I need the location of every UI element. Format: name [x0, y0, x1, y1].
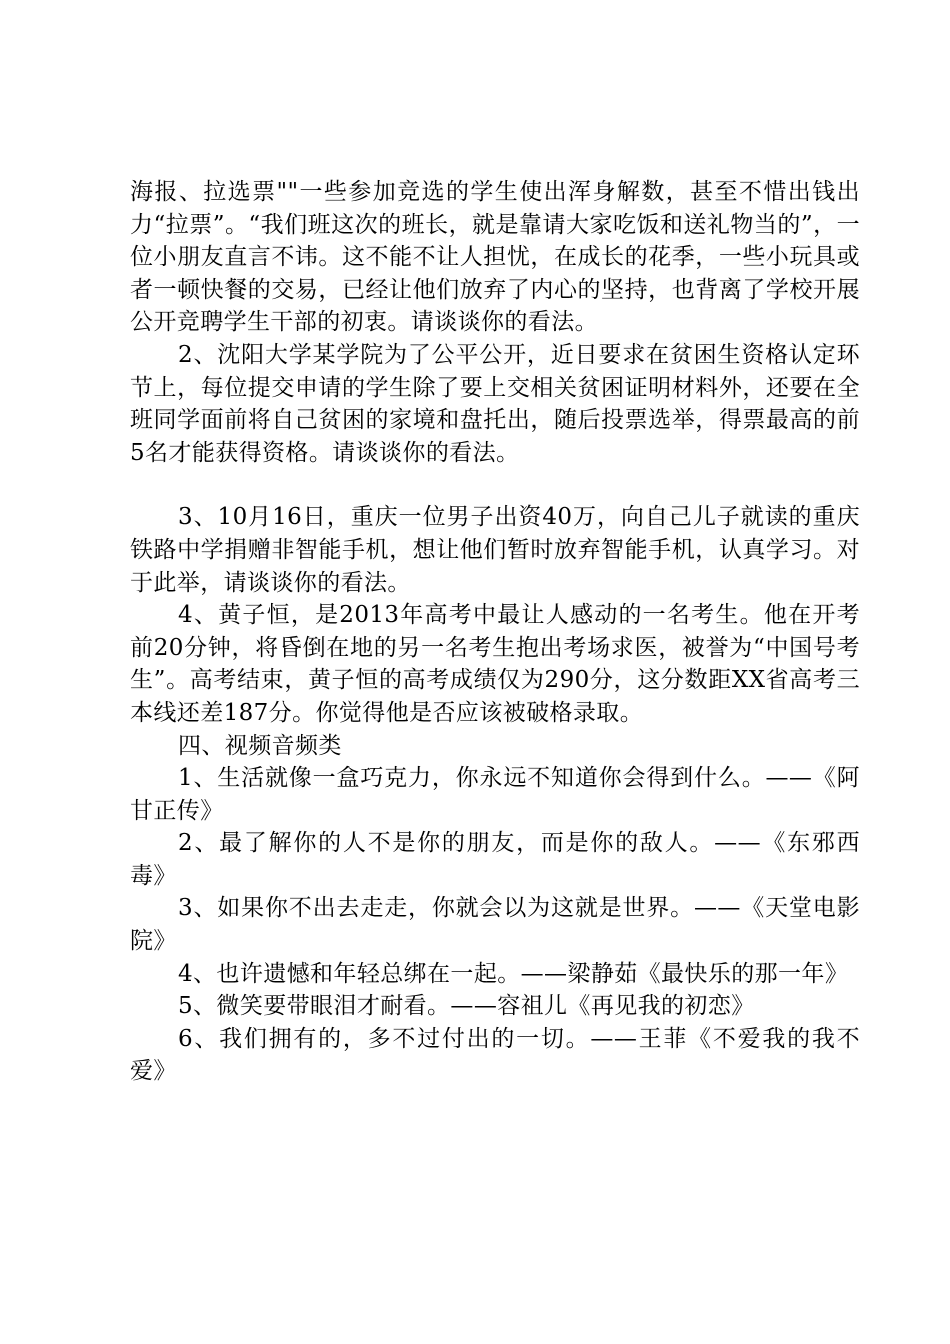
paragraph-gap	[130, 469, 860, 501]
quote-item-2: 2、最了解你的人不是你的朋友，而是你的敌人。——《东邪西毒》	[130, 830, 860, 889]
paragraph-question-2: 2、沈阳大学某学院为了公平公开，近日要求在贫困生资格认定环节上，每位提交申请的学生除了要上交相关贫困证明材料外，还要在全班同学面前将自己贫困的家境和盘托出，随后投票选举，得票最高的前5名才能获得资格。请谈谈你的看法。	[130, 341, 860, 466]
paragraph-question-4: 4、黄子恒，是2013年高考中最让人感动的一名考生。他在开考前20分钟，将昏倒在地的另一名考生抱出考场求医，被誉为“中国号考生”。高考结束，黄子恒的高考成绩仅为290分，这分数距XX省高考三本线还差187分。你觉得他是否应该被破格录取。	[130, 602, 860, 726]
quote-item-3: 3、如果你不出去走走，你就会以为这就是世界。——《天堂电影院》	[130, 895, 860, 955]
paragraph-campaign-votes: 海报、拉选票""一些参加竞选的学生使出浑身解数，甚至不惜出钱出力“拉票”。“我们班这次的班长，就是靠请大家吃饭和送礼物当的”，一位小朋友直言不讳。这不能不让人担忧，在成长的花季，一些小玩具或者一顿快餐的交易，已经让他们放弃了内心的坚持，也背离了学校开展公开竞聘学生干部的初衷。请谈谈你的看法。	[130, 179, 860, 336]
quote-item-5: 5、微笑要带眼泪才耐看。——容祖儿《再见我的初恋》	[178, 993, 755, 1020]
quote-item-1: 1、生活就像一盒巧克力，你永远不知道你会得到什么。——《阿甘正传》	[130, 765, 860, 824]
quote-item-4: 4、也许遗憾和年轻总绑在一起。——梁静茹《最快乐的那一年》	[178, 960, 849, 987]
document-body	[130, 176, 860, 1088]
section-heading-video-audio: 四、视频音频类	[178, 732, 342, 759]
quote-item-6: 6、我们拥有的，多不过付出的一切。——王菲《不爱我的我不爱》	[130, 1025, 860, 1085]
paragraph-question-3: 3、10月16日，重庆一位男子出资40万，向自己儿子就读的重庆铁路中学捐赠非智能手机，想让他们暂时放弃智能手机，认真学习。对于此举，请谈谈你的看法。	[130, 504, 860, 596]
